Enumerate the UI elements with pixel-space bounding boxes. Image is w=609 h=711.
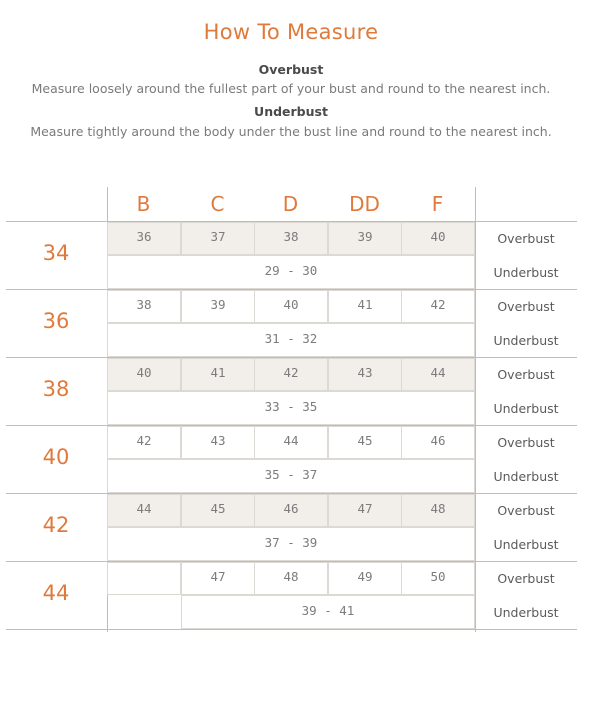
overbust-cell: 48 xyxy=(401,494,475,527)
overbust-cell: 42 xyxy=(254,358,328,391)
underbust-row-label: Underbust xyxy=(493,401,559,416)
overbust-cell xyxy=(107,562,181,595)
underbust-range-cell: 37 - 39 xyxy=(107,527,475,561)
band-size-label: 36 xyxy=(42,309,70,333)
overbust-cell: 41 xyxy=(328,290,402,323)
overbust-instructions: Measure loosely around the fullest part of your bust and round to the nearest inch. xyxy=(31,81,551,96)
overbust-cell: 42 xyxy=(107,426,181,459)
overbust-cell: 43 xyxy=(328,358,402,391)
underbust-row-label: Underbust xyxy=(493,469,559,484)
overbust-cell: 45 xyxy=(181,494,255,527)
band-size-label: 38 xyxy=(42,377,70,401)
overbust-cell: 40 xyxy=(254,290,328,323)
overbust-cell: 38 xyxy=(107,290,181,323)
overbust-cell: 40 xyxy=(401,222,475,255)
cup-header-d: D xyxy=(282,192,299,216)
overbust-cell: 44 xyxy=(401,358,475,391)
overbust-cell: 41 xyxy=(181,358,255,391)
overbust-cell: 47 xyxy=(181,562,255,595)
overbust-cell: 39 xyxy=(181,290,255,323)
band-size-label: 42 xyxy=(42,513,70,537)
overbust-cell: 42 xyxy=(401,290,475,323)
underbust-instructions: Measure tightly around the body under the bust line and round to the nearest inch. xyxy=(30,124,552,139)
underbust-row-label: Underbust xyxy=(493,537,559,552)
overbust-row-label: Overbust xyxy=(497,435,555,450)
overbust-cell: 40 xyxy=(107,358,181,391)
underbust-row-label: Underbust xyxy=(493,265,559,280)
underbust-range-cell: 39 - 41 xyxy=(181,595,475,629)
overbust-cell: 36 xyxy=(107,222,181,255)
page-title: How To Measure xyxy=(203,20,379,44)
overbust-heading: Overbust xyxy=(258,62,324,77)
underbust-range-cell: 31 - 32 xyxy=(107,323,475,357)
underbust-heading: Underbust xyxy=(254,104,328,119)
overbust-cell: 44 xyxy=(254,426,328,459)
band-size-label: 44 xyxy=(42,581,70,605)
band-size-label: 40 xyxy=(42,445,70,469)
underbust-range-cell: 35 - 37 xyxy=(107,459,475,493)
cup-header-dd: DD xyxy=(349,192,380,216)
overbust-cell: 46 xyxy=(254,494,328,527)
cup-header-c: C xyxy=(210,192,225,216)
underbust-range-cell: 29 - 30 xyxy=(107,255,475,289)
overbust-row-label: Overbust xyxy=(497,299,555,314)
underbust-row-label: Underbust xyxy=(493,605,559,620)
overbust-cell: 50 xyxy=(401,562,475,595)
overbust-cell: 38 xyxy=(254,222,328,255)
underbust-range-cell: 33 - 35 xyxy=(107,391,475,425)
overbust-row-label: Overbust xyxy=(497,367,555,382)
overbust-cell: 48 xyxy=(254,562,328,595)
overbust-cell: 43 xyxy=(181,426,255,459)
overbust-row-label: Overbust xyxy=(497,571,555,586)
overbust-cell: 46 xyxy=(401,426,475,459)
size-chart-table xyxy=(6,187,577,632)
cup-header-b: B xyxy=(136,192,151,216)
cup-header-f: F xyxy=(431,192,444,216)
row-divider xyxy=(6,629,577,630)
overbust-cell: 49 xyxy=(328,562,402,595)
underbust-row-label: Underbust xyxy=(493,333,559,348)
overbust-row-label: Overbust xyxy=(497,231,555,246)
overbust-cell: 47 xyxy=(328,494,402,527)
overbust-cell: 45 xyxy=(328,426,402,459)
overbust-row-label: Overbust xyxy=(497,503,555,518)
overbust-cell: 44 xyxy=(107,494,181,527)
overbust-cell: 37 xyxy=(181,222,255,255)
overbust-cell: 39 xyxy=(328,222,402,255)
band-size-label: 34 xyxy=(42,241,70,265)
